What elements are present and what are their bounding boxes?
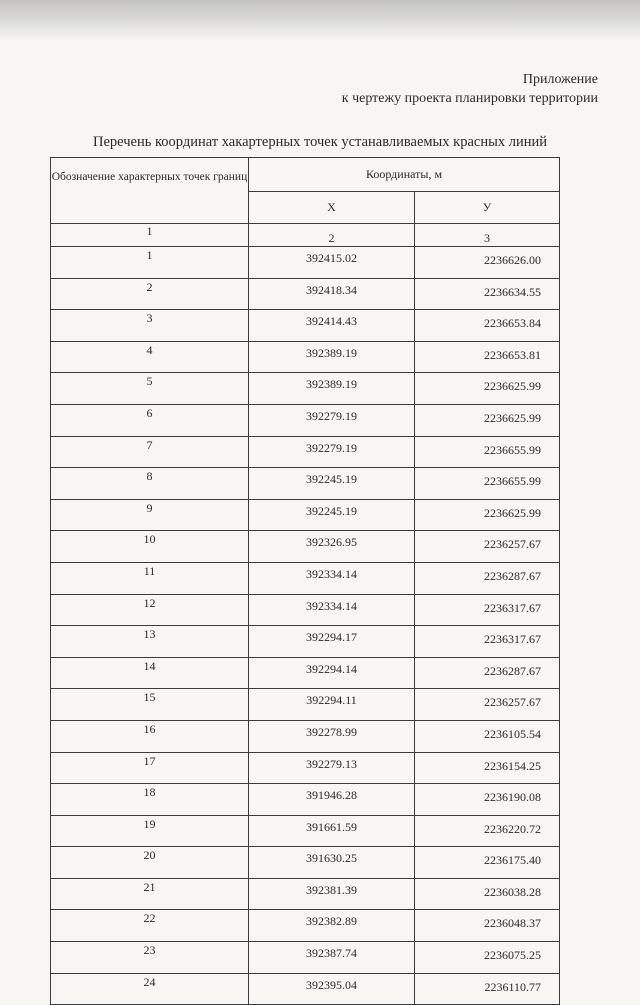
point-number: 15: [51, 689, 249, 721]
table-row: [51, 626, 560, 658]
y-coordinate: 2236317.67: [415, 626, 560, 658]
column-index-3: 3: [415, 224, 560, 247]
point-number: 4: [51, 341, 249, 373]
point-number: 12: [51, 594, 249, 626]
point-number: 17: [51, 752, 249, 784]
column-index-1: 1: [51, 224, 249, 247]
header-point-designation: Обозначение характерных точек границ: [51, 158, 249, 224]
y-coordinate: 2236287.67: [415, 657, 560, 689]
table-row: [51, 468, 560, 500]
y-coordinate: 2236634.55: [415, 278, 560, 310]
scan-shadow: [0, 0, 640, 42]
y-coordinate: 2236220.72: [415, 815, 560, 847]
y-coordinate: 2236625.99: [415, 404, 560, 436]
x-coordinate: 392389.19: [249, 373, 415, 405]
table-row: [51, 499, 560, 531]
point-number: 14: [51, 657, 249, 689]
table-row: [51, 594, 560, 626]
point-number: 18: [51, 784, 249, 816]
point-number: 20: [51, 847, 249, 879]
x-coordinate: 392382.89: [249, 910, 415, 942]
y-coordinate: 2236625.99: [415, 499, 560, 531]
table-row: [51, 720, 560, 752]
point-number: 16: [51, 720, 249, 752]
x-coordinate: 392387.74: [249, 942, 415, 974]
point-number: 13: [51, 626, 249, 658]
table-row: [51, 910, 560, 942]
y-coordinate: 2236626.00: [415, 247, 560, 279]
table-row: [51, 341, 560, 373]
point-number: 11: [51, 562, 249, 594]
x-coordinate: 392415.02: [249, 247, 415, 279]
y-coordinate: 2236048.37: [415, 910, 560, 942]
x-coordinate: 392294.11: [249, 689, 415, 721]
point-number: 8: [51, 468, 249, 500]
table-row: [51, 373, 560, 405]
x-coordinate: 392334.14: [249, 562, 415, 594]
x-coordinate: 392279.13: [249, 752, 415, 784]
y-coordinate: 2236625.99: [415, 373, 560, 405]
x-coordinate: 392294.14: [249, 657, 415, 689]
point-number: 2: [51, 278, 249, 310]
y-coordinate: 2236287.67: [415, 562, 560, 594]
header-coordinates: Координаты, м: [249, 158, 560, 192]
table-row: [51, 531, 560, 563]
point-number: 5: [51, 373, 249, 405]
point-number: 9: [51, 499, 249, 531]
point-number: 10: [51, 531, 249, 563]
y-coordinate: 2236175.40: [415, 847, 560, 879]
x-coordinate: 392395.04: [249, 973, 415, 1005]
header-x: X: [249, 192, 415, 224]
x-coordinate: 392381.39: [249, 878, 415, 910]
table-row: [51, 436, 560, 468]
table-row: [51, 942, 560, 974]
x-coordinate: 392389.19: [249, 341, 415, 373]
table-row: [51, 689, 560, 721]
point-number: 24: [51, 973, 249, 1005]
y-coordinate: 2236257.67: [415, 531, 560, 563]
table-row: [51, 404, 560, 436]
table-row: [51, 278, 560, 310]
point-number: 3: [51, 310, 249, 342]
y-coordinate: 2236655.99: [415, 468, 560, 500]
x-coordinate: 392245.19: [249, 468, 415, 500]
point-number: 19: [51, 815, 249, 847]
y-coordinate: 2236190.08: [415, 784, 560, 816]
y-coordinate: 2236653.81: [415, 341, 560, 373]
appendix-label: Приложение: [522, 72, 598, 87]
appendix-header: [342, 70, 598, 108]
x-coordinate: 392278.99: [249, 720, 415, 752]
table-row: [51, 310, 560, 342]
y-coordinate: 2236075.25: [415, 942, 560, 974]
y-coordinate: 2236653.84: [415, 310, 560, 342]
table-row: [51, 657, 560, 689]
header-y: У: [415, 192, 560, 224]
y-coordinate: 2236154.25: [415, 752, 560, 784]
x-coordinate: 392414.43: [249, 310, 415, 342]
point-number: 6: [51, 404, 249, 436]
x-coordinate: 392326.95: [249, 531, 415, 563]
table-row: [51, 878, 560, 910]
point-number: 1: [51, 247, 249, 279]
document-title: Перечень координат хакартерных точек устанавливаемых красных линий: [93, 134, 547, 150]
column-index-2: 2: [249, 224, 415, 247]
table-row: [51, 973, 560, 1005]
appendix-subtitle: к чертежу проекта планировки территории: [341, 91, 598, 106]
x-coordinate: 391630.25: [249, 847, 415, 879]
point-number: 7: [51, 436, 249, 468]
y-coordinate: 2236317.67: [415, 594, 560, 626]
table-row: [51, 815, 560, 847]
x-coordinate: 392334.14: [249, 594, 415, 626]
table-row: [51, 752, 560, 784]
table-row: [51, 247, 560, 279]
point-number: 23: [51, 942, 249, 974]
table-row: [51, 562, 560, 594]
x-coordinate: 392279.19: [249, 436, 415, 468]
table-body: [51, 247, 560, 1005]
x-coordinate: 392245.19: [249, 499, 415, 531]
x-coordinate: 392279.19: [249, 404, 415, 436]
y-coordinate: 2236110.77: [415, 973, 560, 1005]
point-number: 21: [51, 878, 249, 910]
y-coordinate: 2236655.99: [415, 436, 560, 468]
y-coordinate: 2236257.67: [415, 689, 560, 721]
point-number: 22: [51, 910, 249, 942]
table-row: [51, 847, 560, 879]
y-coordinate: 2236105.54: [415, 720, 560, 752]
x-coordinate: 392418.34: [249, 278, 415, 310]
coordinates-table: [50, 157, 560, 1005]
y-coordinate: 2236038.28: [415, 878, 560, 910]
table-row: [51, 784, 560, 816]
x-coordinate: 391661.59: [249, 815, 415, 847]
x-coordinate: 392294.17: [249, 626, 415, 658]
x-coordinate: 391946.28: [249, 784, 415, 816]
